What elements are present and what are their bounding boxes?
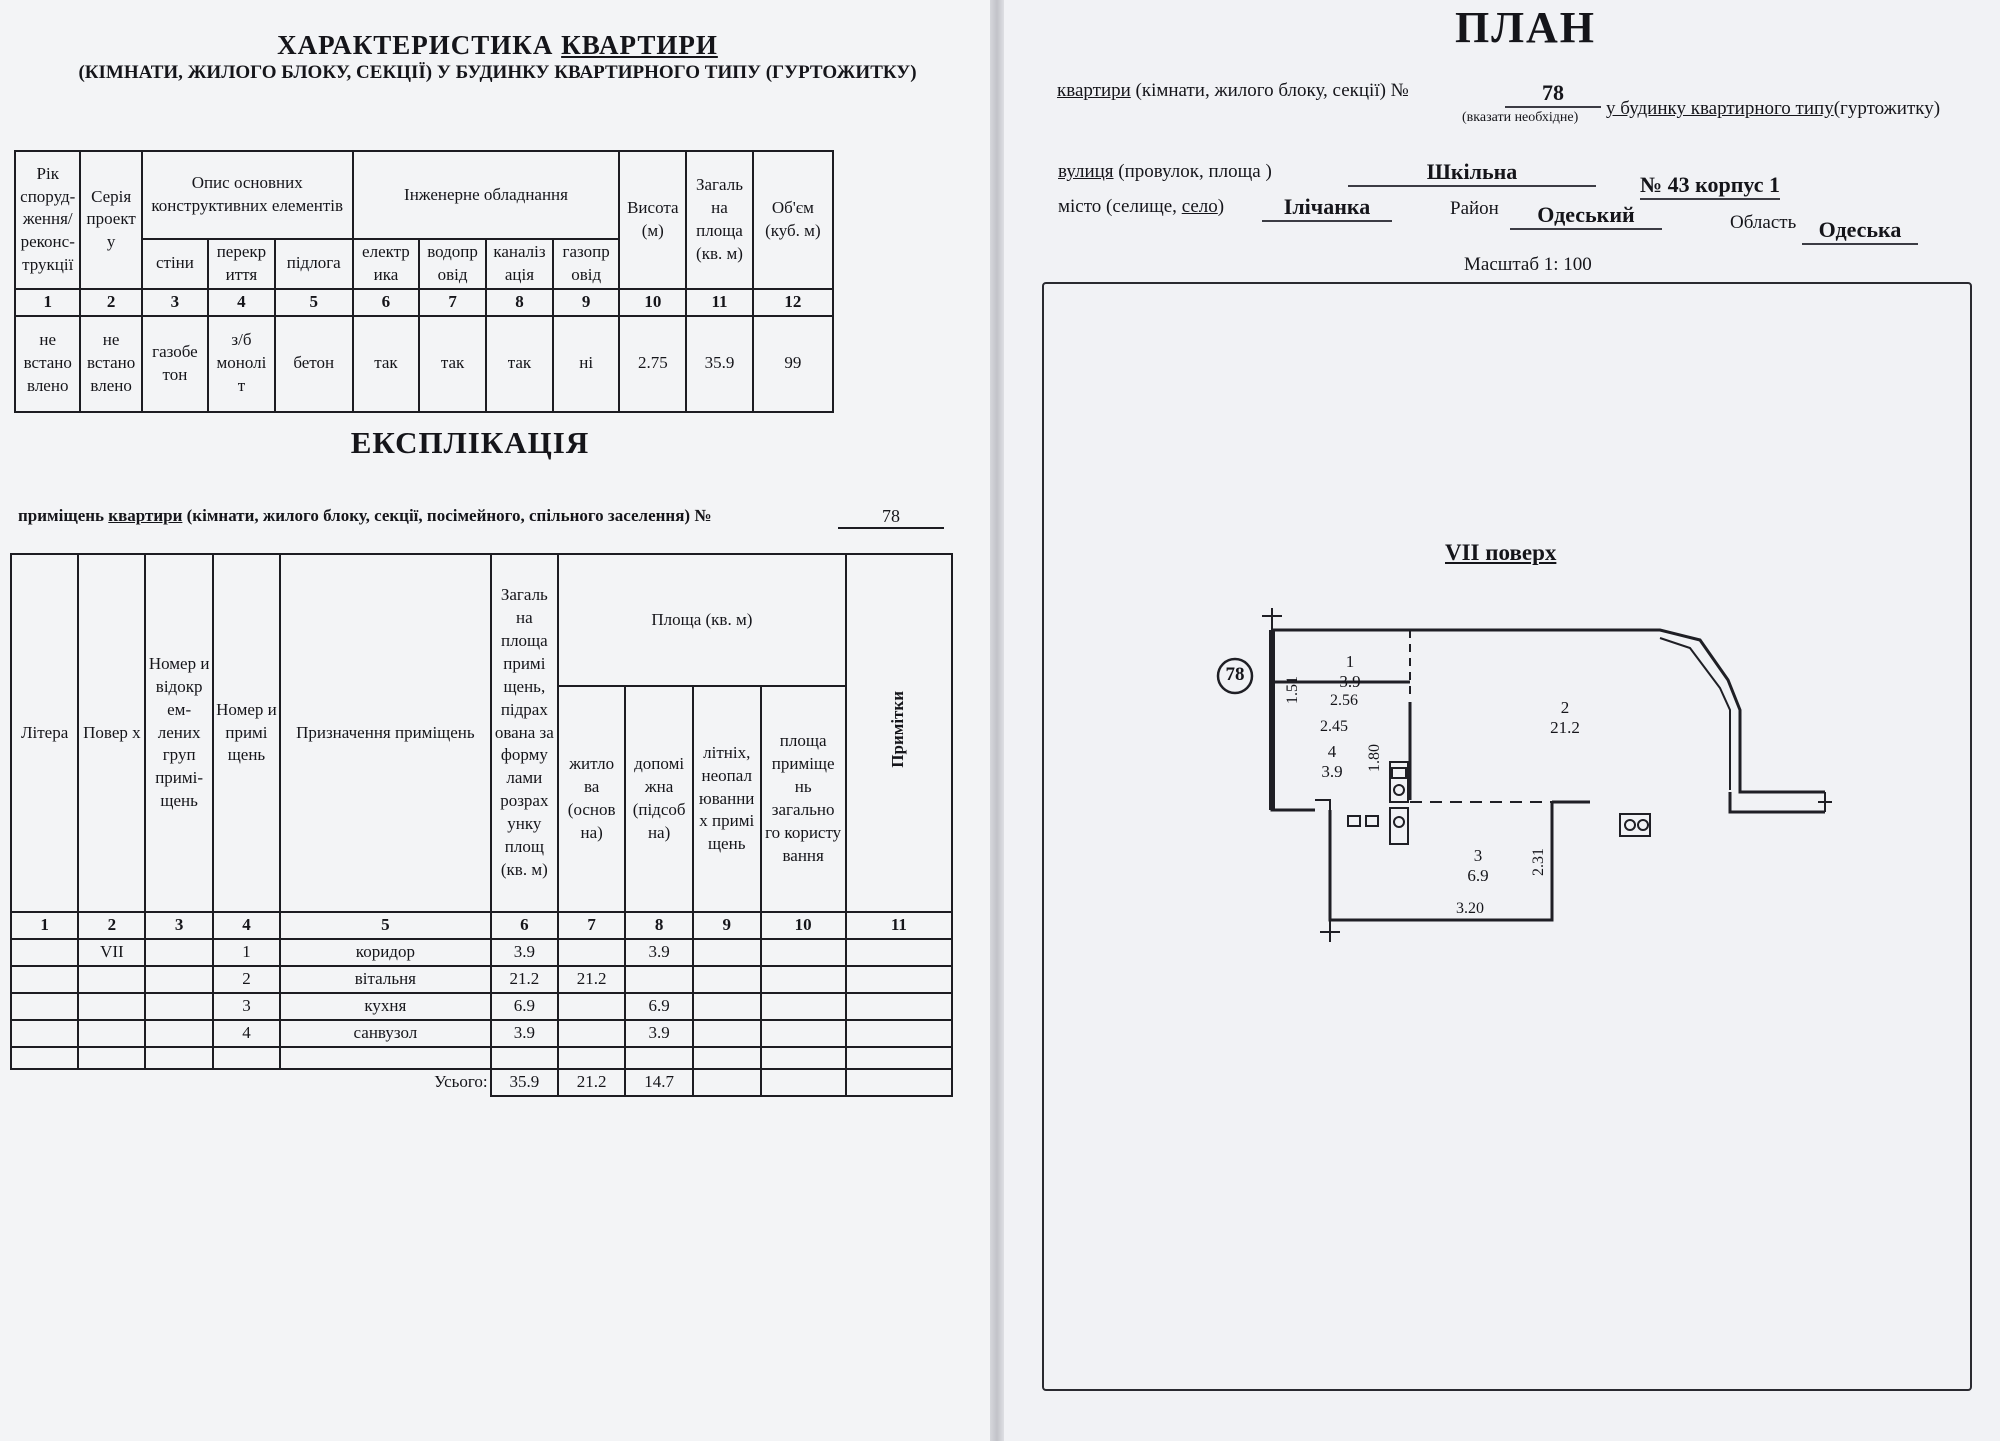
dim-2: 2.56	[1330, 692, 1358, 709]
h-summer: літніх, неопал юванни х примі щень	[693, 686, 761, 912]
floor-plan	[1200, 590, 1850, 980]
h-area: Площа (кв. м)	[558, 554, 846, 686]
line-underlined: квартири	[108, 506, 183, 525]
room-1-no: 1	[1345, 652, 1355, 671]
col-num: 2	[80, 289, 141, 316]
row-floor	[78, 993, 145, 1020]
col-num: 7	[419, 289, 486, 316]
notes-label: Примітки	[888, 691, 908, 768]
col-num: 6	[353, 289, 420, 316]
h-water: водопр овід	[419, 239, 486, 289]
row-living	[558, 1020, 625, 1047]
h-purpose: Призначення приміщень	[280, 554, 491, 912]
h-group-no: Номер и відокр ем-лених груп примі-щень	[145, 554, 212, 912]
h-structural: Опис основних конструктивних елементів	[142, 151, 353, 239]
v-sewer: так	[486, 316, 553, 412]
district-value: Одеський	[1510, 202, 1662, 230]
h-flooring: підлога	[275, 239, 353, 289]
dim-1: 1.51	[1284, 676, 1301, 704]
totals-row	[11, 1069, 952, 1096]
col-num: 10	[619, 289, 686, 316]
explication-title: ЕКСПЛІКАЦІЯ	[350, 425, 590, 460]
col-num: 3	[145, 912, 212, 939]
h-year: Рік споруд-ження/ реконс-трукції	[15, 151, 80, 289]
plan-title: ПЛАН	[1455, 3, 1597, 52]
city-label-end: )	[1217, 196, 1225, 217]
characteristics-subtitle: (КІМНАТИ, ЖИЛОГО БЛОКУ, СЕКЦІЇ) У БУДИНКУ КВАРТИРНОГО ТИПУ (ГУРТОЖИТКУ)	[78, 62, 917, 83]
row-living: 21.2	[558, 966, 625, 993]
row-total: 3.9	[491, 1020, 558, 1047]
totals-label: Усього:	[11, 1069, 491, 1096]
dim-6: 3.20	[1456, 900, 1484, 917]
row-room: 3	[213, 993, 280, 1020]
h-auxiliary: допомі жна (підсоб на)	[625, 686, 693, 912]
v-total-area: 35.9	[686, 316, 752, 412]
room-3-no: 3	[1473, 846, 1483, 865]
h-notes	[846, 554, 952, 912]
page-fold	[990, 0, 1004, 1441]
l1-rest: (кімнати, жилого блоку, секції) №	[1130, 80, 1409, 101]
v-floors: з/б монолі т	[208, 316, 275, 412]
table-row-empty	[11, 1047, 952, 1069]
l1-tail: (гуртожитку)	[1833, 98, 1941, 119]
col-num: 11	[686, 289, 752, 316]
street-value: Шкільна	[1348, 159, 1596, 187]
v-series: не встано влено	[80, 316, 141, 412]
room-4-area: 3.9	[1321, 762, 1343, 781]
h-volume: Об'єм (куб. м)	[753, 151, 833, 289]
plan-apartment-no: 78	[1505, 80, 1601, 108]
row-aux: 3.9	[625, 939, 693, 966]
characteristics-table	[14, 150, 834, 413]
explication-table	[10, 553, 953, 1097]
col-num: 3	[142, 289, 208, 316]
h-gas: газопр овід	[553, 239, 619, 289]
h-total: Загаль на площа примі щень, підрах ована за форму лами розрах унку площ (кв. м)	[491, 554, 558, 912]
h-walls: стіни	[142, 239, 208, 289]
row-room: 4	[213, 1020, 280, 1047]
row-floor	[78, 1020, 145, 1047]
district-label: Район	[1450, 198, 1499, 219]
floor-label: VII поверх	[1445, 540, 1557, 565]
street-label-rest: (провулок, площа )	[1113, 161, 1272, 182]
v-height: 2.75	[619, 316, 686, 412]
h-room-no: Номер и примі щень	[213, 554, 280, 912]
region-value: Одеська	[1802, 217, 1918, 245]
row-living	[558, 993, 625, 1020]
table-row	[11, 966, 952, 993]
col-num: 8	[625, 912, 693, 939]
row-aux: 3.9	[625, 1020, 693, 1047]
v-flooring: бетон	[275, 316, 353, 412]
row-aux: 6.9	[625, 993, 693, 1020]
room-3-area: 6.9	[1467, 866, 1489, 885]
col-num: 5	[280, 912, 491, 939]
line-prefix: приміщень	[18, 506, 109, 525]
row-total: 21.2	[491, 966, 558, 993]
v-electric: так	[353, 316, 420, 412]
house-value: № 43 корпус 1	[1640, 172, 1780, 200]
v-walls: газобе тон	[142, 316, 208, 412]
street-label-u: вулиця	[1058, 161, 1114, 182]
h-engineering: Інженерне обладнання	[353, 151, 620, 239]
v-volume: 99	[753, 316, 833, 412]
row-total: 6.9	[491, 993, 558, 1020]
col-num: 7	[558, 912, 625, 939]
h-common: площа приміще нь загально го користу вання	[761, 686, 846, 912]
room-1-area: 3.9	[1339, 672, 1361, 691]
row-total: 3.9	[491, 939, 558, 966]
h-sewer: каналіз ація	[486, 239, 553, 289]
col-num: 2	[78, 912, 145, 939]
row-floor: VII	[78, 939, 145, 966]
col-num: 11	[846, 912, 952, 939]
row-aux	[625, 966, 693, 993]
dim-3: 2.45	[1320, 718, 1348, 735]
totals-living: 21.2	[558, 1069, 625, 1096]
col-num: 10	[761, 912, 846, 939]
col-num: 8	[486, 289, 553, 316]
room-2-area: 21.2	[1550, 718, 1580, 737]
characteristics-title	[0, 30, 995, 61]
col-num: 5	[275, 289, 353, 316]
room-2-no: 2	[1560, 698, 1570, 717]
row-room: 1	[213, 939, 280, 966]
city-value: Ілічанка	[1262, 194, 1392, 222]
col-num: 1	[15, 289, 80, 316]
city-label-start: місто (селище,	[1058, 196, 1182, 217]
l1-underlined: квартири	[1057, 80, 1131, 101]
col-num: 1	[11, 912, 78, 939]
h-litera: Літера	[11, 554, 78, 912]
col-num: 12	[753, 289, 833, 316]
outer-wall-left	[1272, 630, 1315, 810]
line-rest: (кімнати, жилого блоку, секції, посімейного, спільного заселення) №	[182, 506, 712, 525]
city-label-u: село	[1181, 196, 1218, 217]
region-label: Область	[1730, 212, 1797, 233]
kitchen-wall	[1330, 802, 1552, 920]
row-room: 2	[213, 966, 280, 993]
title-underlined: КВАРТИРИ	[561, 30, 718, 60]
explication-line	[18, 506, 711, 526]
col-num: 9	[693, 912, 761, 939]
table-row	[11, 939, 952, 966]
h-electric: електр ика	[353, 239, 420, 289]
table-row	[11, 993, 952, 1020]
city-label	[1058, 196, 1224, 218]
row-living	[558, 939, 625, 966]
h-total-area: Загаль на площа (кв. м)	[686, 151, 752, 289]
totals-aux: 14.7	[625, 1069, 693, 1096]
col-num: 4	[213, 912, 280, 939]
v-year: не встано влено	[15, 316, 80, 412]
row-floor	[78, 966, 145, 993]
plan-line1-tail	[1606, 98, 1940, 120]
h-series: Серія проект у	[80, 151, 141, 289]
row-purpose: коридор	[280, 939, 491, 966]
table-row	[11, 1020, 952, 1047]
title-prefix: ХАРАКТЕРИСТИКА	[277, 30, 562, 60]
room-4-no: 4	[1327, 742, 1337, 761]
h-height: Висота (м)	[619, 151, 686, 289]
h-floors: перекр иття	[208, 239, 275, 289]
v-water: так	[419, 316, 486, 412]
l1-tail-u: у будинку квартирного типу	[1606, 98, 1834, 119]
col-num: 6	[491, 912, 558, 939]
street-label	[1058, 161, 1272, 183]
v-gas: ні	[553, 316, 619, 412]
row-purpose: вітальня	[280, 966, 491, 993]
col-num: 4	[208, 289, 275, 316]
row-purpose: санвузол	[280, 1020, 491, 1047]
dim-5: 2.31	[1530, 848, 1547, 876]
explication-apartment-no: 78	[838, 506, 944, 529]
totals-total: 35.9	[491, 1069, 558, 1096]
dim-4: 1.80	[1366, 744, 1383, 772]
col-num: 9	[553, 289, 619, 316]
marker-label: 78	[1225, 664, 1245, 685]
h-living: житло ва (основ на)	[558, 686, 625, 912]
row-purpose: кухня	[280, 993, 491, 1020]
scale-label: Масштаб 1: 100	[1464, 254, 1592, 275]
h-floor: Повер х	[78, 554, 145, 912]
plan-line1	[1057, 80, 1409, 102]
plan-specify: (вказати необхідне)	[1462, 110, 1579, 125]
